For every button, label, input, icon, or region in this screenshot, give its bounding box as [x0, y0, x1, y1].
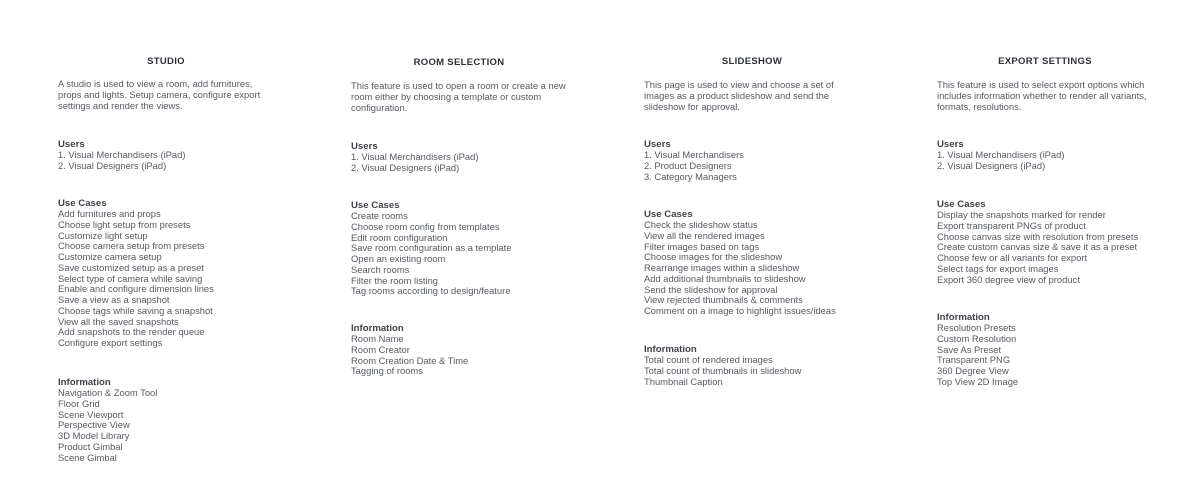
use-cases-heading: Use Cases: [644, 209, 693, 220]
information-section: [644, 344, 884, 387]
list-item: 3D Model Library: [58, 430, 130, 441]
list-item: Check the slideshow status: [644, 219, 758, 230]
list-item: Display the snapshots marked for render: [937, 209, 1106, 220]
list-item: Choose light setup from presets: [58, 218, 191, 230]
list-item: Open an existing room: [351, 253, 446, 264]
list-item: 2. Product Designers: [644, 159, 732, 171]
list-item: Choose images for the slideshow: [644, 251, 783, 263]
list-item: Select tags for export images: [937, 262, 1059, 274]
list-item: Add furnitures and props: [58, 208, 161, 219]
use-cases-heading: Use Cases: [937, 199, 986, 210]
list-item: 2. Visual Designers (iPad): [351, 161, 460, 173]
list-item: Save As Preset: [937, 343, 1002, 355]
list-item: Rearrange images within a slideshow: [644, 262, 800, 273]
list-item: Tagging of rooms: [351, 365, 423, 377]
information-heading: Information: [937, 312, 990, 323]
list-item: Navigation & Zoom Tool: [58, 387, 158, 398]
use-cases-section: [644, 209, 884, 317]
list-item: Total count of rendered images: [644, 354, 773, 365]
information-heading: Information: [351, 323, 404, 334]
users-heading: Users: [58, 139, 85, 150]
list-item: 2. Visual Designers (iPad): [58, 159, 167, 171]
list-item: View rejected thumbnails & comments: [644, 294, 803, 306]
use-cases-section: [937, 199, 1177, 285]
list-item: Perspective View: [58, 419, 130, 431]
list-item: Create custom canvas size & save it as a preset: [937, 241, 1138, 253]
list-item: Tag rooms according to design/feature: [351, 285, 511, 297]
list-item: Scene Gimbal: [58, 451, 117, 463]
column-title: EXPORT SETTINGS: [998, 56, 1092, 67]
column-description: This page is used to view and choose a set of images as a product slideshow and send the slideshow for approval.: [644, 79, 834, 112]
list-item: 3. Category Managers: [644, 170, 737, 182]
list-item: Add snapshots to the render queue: [58, 326, 205, 338]
list-item: Room Creation Date & Time: [351, 354, 469, 366]
list-item: Choose camera setup from presets: [58, 240, 205, 252]
list-item: Custom Resolution: [937, 332, 1017, 344]
list-item: Add additional thumbnails to slideshow: [644, 272, 806, 284]
list-item: Choose room config from templates: [351, 220, 500, 232]
list-item: 1. Visual Merchandisers (iPad): [937, 149, 1065, 160]
list-item: Room Name: [351, 333, 404, 344]
users-heading: Users: [644, 139, 671, 150]
list-item: Choose canvas size with resolution from presets: [937, 230, 1139, 242]
users-section: [644, 139, 884, 182]
users-section: [937, 139, 1177, 172]
list-item: Top View 2D Image: [937, 375, 1019, 387]
list-item: View all the saved snapshots: [58, 315, 179, 327]
list-item: Choose tags while saving a snapshot: [58, 304, 213, 316]
list-item: Product Gimbal: [58, 440, 123, 452]
list-item: Total count of thumbnails in slideshow: [644, 364, 802, 376]
use-cases-heading: Use Cases: [58, 198, 107, 209]
list-item: Scene Viewport: [58, 408, 124, 420]
list-item: Floor Grid: [58, 397, 100, 409]
list-item: Thumbnail Caption: [644, 375, 723, 387]
list-item: Customize light setup: [58, 229, 148, 241]
list-item: Choose few or all variants for export: [937, 252, 1088, 263]
column-description: This feature is used to select export options which includes information whether to render all variants, formats, resolutions.: [937, 79, 1147, 112]
list-item: Export 360 degree view of product: [937, 273, 1080, 285]
list-item: Create rooms: [351, 210, 408, 221]
information-section: [351, 323, 591, 377]
list-item: Configure export settings: [58, 337, 163, 348]
information-heading: Information: [58, 377, 111, 388]
users-heading: Users: [351, 141, 378, 152]
list-item: Enable and configure dimension lines: [58, 283, 214, 295]
list-item: Customize camera setup: [58, 251, 162, 262]
list-item: Room Creator: [351, 343, 410, 355]
list-item: Filter the room listing: [351, 274, 439, 286]
list-item: Select type of camera while saving: [58, 272, 203, 284]
list-item: View all the rendered images: [644, 229, 765, 241]
list-item: 2. Visual Designers (iPad): [937, 159, 1046, 171]
list-item: 1. Visual Merchandisers (iPad): [351, 151, 479, 162]
list-item: Resolution Presets: [937, 322, 1016, 333]
column-title: SLIDESHOW: [721, 56, 783, 67]
use-cases-section: [58, 198, 298, 349]
users-section: [58, 139, 298, 172]
users-section: [351, 141, 591, 174]
list-item: Search rooms: [351, 263, 410, 275]
column-description: This feature is used to open a room or create a new room either by choosing a template or custom configuration.: [351, 80, 566, 113]
list-item: Save a view as a snapshot: [58, 294, 170, 305]
list-item: 1. Visual Merchandisers: [644, 149, 744, 160]
list-item: Filter images based on tags: [644, 240, 760, 252]
information-section: [937, 312, 1177, 388]
list-item: 1. Visual Merchandisers (iPad): [58, 149, 186, 160]
column-description: A studio is used to view a room, add furnitures, props and lights. Setup camera, configure export settings and render the views.: [58, 78, 261, 111]
column-title: STUDIO: [147, 56, 185, 67]
list-item: Export transparent PNGs of product: [937, 219, 1087, 231]
list-item: Edit room configuration: [351, 231, 448, 243]
users-heading: Users: [937, 139, 964, 150]
use-cases-heading: Use Cases: [351, 200, 400, 211]
use-cases-section: [351, 200, 591, 297]
list-item: Transparent PNG: [937, 354, 1011, 366]
column-title: ROOM SELECTION: [413, 57, 505, 68]
information-heading: Information: [644, 344, 697, 355]
list-item: Send the slideshow for approval: [644, 283, 778, 295]
list-item: 360 Degree View: [937, 365, 1009, 376]
list-item: Save room configuration as a template: [351, 242, 512, 254]
list-item: Comment on a image to highlight issues/ideas: [644, 305, 836, 316]
list-item: Save customized setup as a preset: [58, 261, 204, 273]
information-section: [58, 377, 298, 463]
